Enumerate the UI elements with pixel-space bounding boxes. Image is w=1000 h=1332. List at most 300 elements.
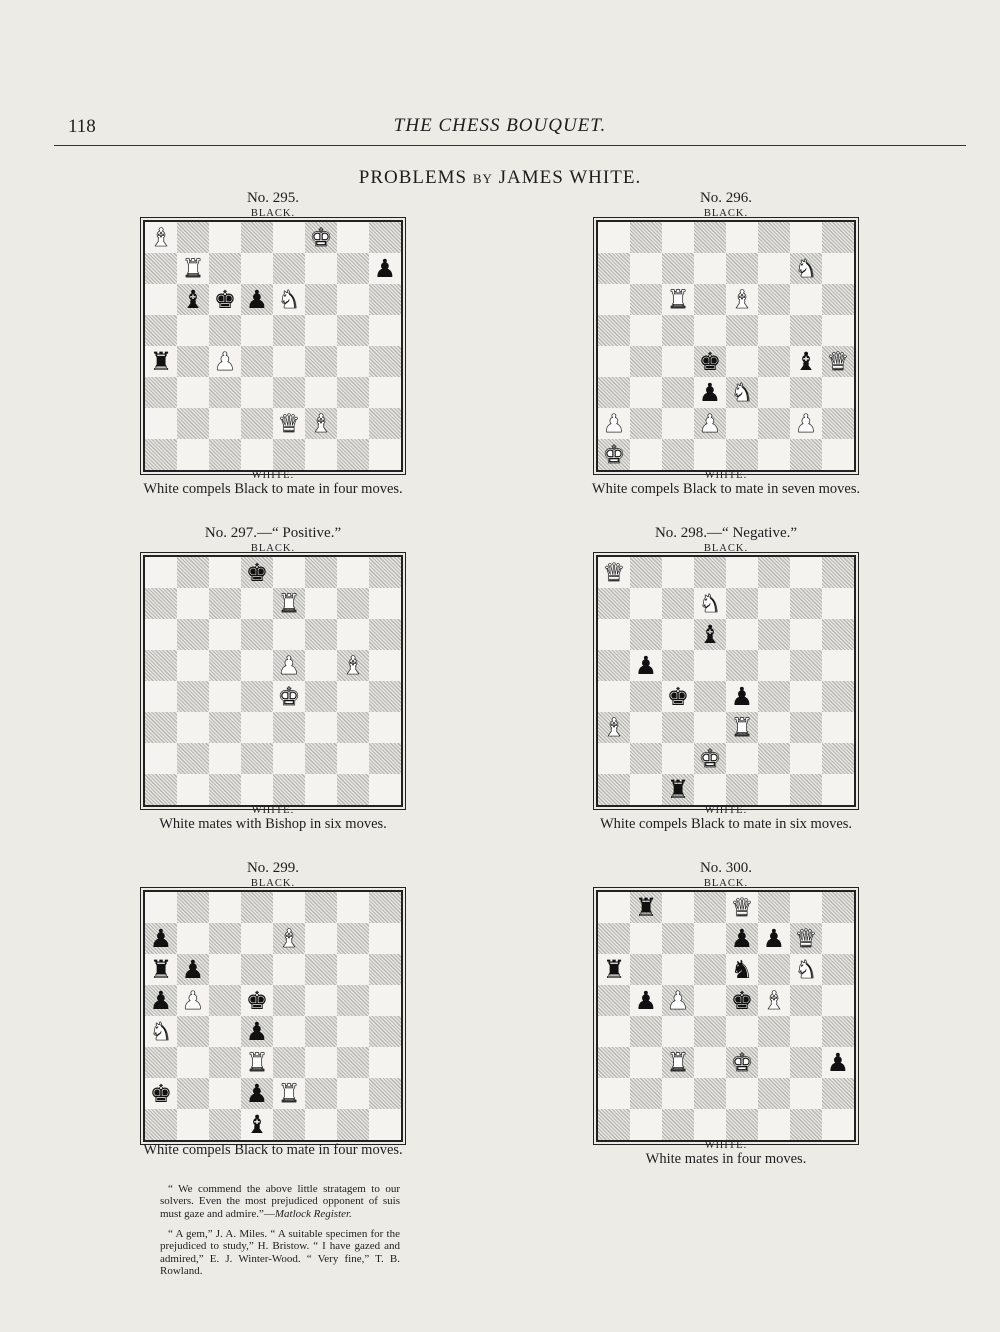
white-queen-icon: ♛: [730, 893, 754, 922]
problem-number: No. 295.: [246, 190, 300, 206]
board-square: [598, 985, 630, 1016]
section-title-part1: PROBLEMS: [358, 167, 473, 188]
white-knight-icon: ♞: [277, 285, 301, 314]
board-square: [694, 315, 726, 346]
white-rook-icon: ♜: [277, 1079, 301, 1108]
board-square: [694, 408, 726, 439]
board-square: [598, 284, 630, 315]
board-square: [694, 588, 726, 619]
board-square: [662, 284, 694, 315]
board-square: [209, 588, 241, 619]
board-square: [145, 439, 177, 470]
black-pawn-icon: ♟: [149, 986, 173, 1015]
board-square: [209, 253, 241, 284]
board-square: [273, 1016, 305, 1047]
board-square: [305, 892, 337, 923]
board-square: [790, 377, 822, 408]
board-square: [694, 1078, 726, 1109]
black-rook-icon: ♜: [149, 347, 173, 376]
board-square: [241, 650, 273, 681]
board-square: [790, 253, 822, 284]
board-square: [630, 681, 662, 712]
board-square: [177, 892, 209, 923]
board-square: [337, 1047, 369, 1078]
board-square: [662, 985, 694, 1016]
board-square: [790, 774, 822, 805]
board-square: [694, 1016, 726, 1047]
board-square: [209, 681, 241, 712]
board-square: [145, 650, 177, 681]
board-square: [209, 619, 241, 650]
board-square: [145, 712, 177, 743]
white-king-icon: ♚: [602, 440, 626, 469]
white-bishop-icon: ♝: [341, 651, 365, 680]
board-square: [177, 1109, 209, 1140]
board-square: [726, 588, 758, 619]
board-square: [630, 650, 662, 681]
board-square: [209, 1109, 241, 1140]
board-square: [305, 315, 337, 346]
board-square: [305, 1109, 337, 1140]
board-square: [726, 619, 758, 650]
black-label: BLACK.: [703, 208, 749, 219]
board-square: [241, 1047, 273, 1078]
board-square: [726, 650, 758, 681]
board-square: [209, 985, 241, 1016]
board-square: [630, 892, 662, 923]
board-square: [630, 557, 662, 588]
problem-number: No. 299.: [246, 860, 300, 876]
board-square: [790, 712, 822, 743]
board-square: [369, 681, 401, 712]
board-square: [630, 619, 662, 650]
board-square: [662, 1047, 694, 1078]
board-square: [337, 346, 369, 377]
board-square: [273, 346, 305, 377]
board-square: [726, 1078, 758, 1109]
stipulation: White compels Black to mate in six moves.: [599, 816, 853, 832]
board-square: [337, 1078, 369, 1109]
board-square: [758, 619, 790, 650]
black-pawn-icon: ♟: [373, 254, 397, 283]
black-pawn-icon: ♟: [730, 682, 754, 711]
board-square: [209, 408, 241, 439]
board-square: [369, 439, 401, 470]
white-pawn-icon: ♟: [794, 409, 818, 438]
board-square: [790, 892, 822, 923]
problem-number: No. 297.—“ Positive.”: [204, 525, 342, 541]
board-square: [273, 253, 305, 284]
board-square: [273, 1047, 305, 1078]
board-square: [758, 315, 790, 346]
white-pawn-icon: ♟: [698, 409, 722, 438]
board-square: [209, 743, 241, 774]
board-square: [305, 284, 337, 315]
board-square: [369, 253, 401, 284]
board-square: [337, 557, 369, 588]
white-knight-icon: ♞: [698, 589, 722, 618]
board-square: [209, 923, 241, 954]
board-square: [662, 557, 694, 588]
board-square: [822, 712, 854, 743]
board-square: [662, 346, 694, 377]
board-square: [758, 588, 790, 619]
board-square: [726, 557, 758, 588]
board-square: [337, 985, 369, 1016]
white-pawn-icon: ♟: [666, 986, 690, 1015]
board-square: [305, 774, 337, 805]
black-label: BLACK.: [250, 878, 296, 889]
white-pawn-icon: ♟: [277, 651, 301, 680]
stipulation: White mates with Bishop in six moves.: [159, 816, 387, 832]
board-square: [369, 774, 401, 805]
board-square: [758, 712, 790, 743]
white-knight-icon: ♞: [149, 1017, 173, 1046]
board-square: [726, 892, 758, 923]
board-square: [598, 222, 630, 253]
black-rook-icon: ♜: [149, 955, 173, 984]
board-square: [726, 712, 758, 743]
board-square: [758, 923, 790, 954]
white-label: WHITE.: [704, 470, 748, 481]
board-square: [177, 557, 209, 588]
board-square: [726, 346, 758, 377]
board-square: [241, 346, 273, 377]
board-square: [758, 222, 790, 253]
board-square: [369, 1109, 401, 1140]
board-square: [630, 923, 662, 954]
white-king-icon: ♚: [277, 682, 301, 711]
board-square: [177, 923, 209, 954]
board-square: [209, 650, 241, 681]
board-square: [369, 315, 401, 346]
board-square: [337, 1109, 369, 1140]
stipulation: White compels Black to mate in four moves.: [143, 1142, 403, 1158]
white-bishop-icon: ♝: [762, 986, 786, 1015]
board-square: [209, 315, 241, 346]
board-square: [822, 557, 854, 588]
board-square: [145, 588, 177, 619]
board-square: [337, 408, 369, 439]
board-square: [337, 284, 369, 315]
section-title-part2: JAMES WHITE.: [492, 167, 642, 188]
board-square: [726, 439, 758, 470]
board-square: [758, 557, 790, 588]
board-square: [790, 1109, 822, 1140]
board-square: [630, 284, 662, 315]
black-king-icon: ♚: [149, 1079, 173, 1108]
board-square: [822, 954, 854, 985]
board-square: [598, 954, 630, 985]
board-square: [241, 892, 273, 923]
board-square: [273, 954, 305, 985]
white-rook-icon: ♜: [245, 1048, 269, 1077]
board-square: [662, 588, 694, 619]
board-square: [630, 1047, 662, 1078]
board-square: [662, 650, 694, 681]
board-square: [177, 743, 209, 774]
board-square: [822, 284, 854, 315]
board-square: [177, 985, 209, 1016]
board-square: [790, 346, 822, 377]
board-square: [273, 681, 305, 712]
board-square: [209, 1078, 241, 1109]
board-square: [726, 774, 758, 805]
board-square: [177, 408, 209, 439]
page-number: 118: [68, 116, 96, 137]
board-square: [758, 1016, 790, 1047]
board-square: [694, 439, 726, 470]
board-square: [758, 743, 790, 774]
board-square: [369, 712, 401, 743]
board-square: [758, 892, 790, 923]
board-square: [630, 774, 662, 805]
board-square: [822, 408, 854, 439]
board-square: [305, 681, 337, 712]
board-square: [177, 315, 209, 346]
quote-source: Matlock Register.: [274, 1207, 352, 1220]
white-queen-icon: ♛: [277, 409, 301, 438]
board-square: [273, 284, 305, 315]
board-square: [209, 712, 241, 743]
board-square: [630, 1078, 662, 1109]
board-square: [177, 681, 209, 712]
board-square: [337, 377, 369, 408]
board-square: [694, 284, 726, 315]
board-square: [145, 222, 177, 253]
black-bishop-icon: ♝: [794, 347, 818, 376]
board-square: [662, 774, 694, 805]
board-square: [758, 650, 790, 681]
board-square: [598, 1047, 630, 1078]
white-label: WHITE.: [251, 470, 295, 481]
board-square: [241, 954, 273, 985]
black-pawn-icon: ♟: [181, 955, 205, 984]
board-square: [758, 377, 790, 408]
board-square: [790, 222, 822, 253]
black-king-icon: ♚: [213, 285, 237, 314]
board-square: [369, 954, 401, 985]
white-queen-icon: ♛: [826, 347, 850, 376]
board-square: [209, 954, 241, 985]
white-king-icon: ♚: [730, 1048, 754, 1077]
black-rook-icon: ♜: [634, 893, 658, 922]
board-square: [630, 1109, 662, 1140]
board-square: [145, 743, 177, 774]
board-square: [145, 1047, 177, 1078]
black-label: BLACK.: [250, 208, 296, 219]
stipulation: White mates in four moves.: [645, 1151, 807, 1167]
board-square: [822, 253, 854, 284]
board-square: [177, 954, 209, 985]
board-square: [369, 923, 401, 954]
board-square: [662, 253, 694, 284]
board-square: [145, 619, 177, 650]
white-knight-icon: ♞: [794, 955, 818, 984]
stipulation: White compels Black to mate in seven moves.: [591, 481, 861, 497]
board-square: [662, 377, 694, 408]
black-king-icon: ♚: [666, 682, 690, 711]
chessboard: [596, 555, 856, 807]
board-square: [337, 954, 369, 985]
board-square: [694, 774, 726, 805]
board-square: [630, 743, 662, 774]
board-square: [694, 557, 726, 588]
board-square: [662, 1078, 694, 1109]
black-pawn-icon: ♟: [245, 285, 269, 314]
black-pawn-icon: ♟: [762, 924, 786, 953]
white-rook-icon: ♜: [666, 285, 690, 314]
white-king-icon: ♚: [309, 223, 333, 252]
board-square: [790, 1078, 822, 1109]
board-square: [598, 1109, 630, 1140]
board-square: [369, 743, 401, 774]
board-square: [273, 315, 305, 346]
board-square: [337, 619, 369, 650]
board-square: [630, 588, 662, 619]
board-square: [790, 1047, 822, 1078]
board-square: [662, 619, 694, 650]
board-square: [209, 439, 241, 470]
board-square: [694, 253, 726, 284]
board-square: [822, 1047, 854, 1078]
board-square: [145, 284, 177, 315]
board-square: [790, 681, 822, 712]
board-square: [726, 253, 758, 284]
board-square: [662, 712, 694, 743]
board-square: [598, 377, 630, 408]
board-square: [694, 222, 726, 253]
board-square: [241, 681, 273, 712]
board-square: [305, 222, 337, 253]
board-square: [598, 1016, 630, 1047]
board-square: [369, 222, 401, 253]
board-square: [822, 985, 854, 1016]
board-square: [726, 1109, 758, 1140]
board-square: [305, 557, 337, 588]
board-square: [630, 408, 662, 439]
black-pawn-icon: ♟: [634, 986, 658, 1015]
board-square: [337, 743, 369, 774]
board-square: [790, 985, 822, 1016]
board-square: [241, 588, 273, 619]
board-square: [145, 253, 177, 284]
board-square: [630, 954, 662, 985]
board-square: [726, 985, 758, 1016]
board-square: [822, 377, 854, 408]
black-label: BLACK.: [703, 543, 749, 554]
white-knight-icon: ♞: [730, 378, 754, 407]
board-square: [822, 619, 854, 650]
board-square: [145, 557, 177, 588]
board-square: [241, 985, 273, 1016]
board-square: [241, 439, 273, 470]
board-square: [305, 588, 337, 619]
board-square: [273, 892, 305, 923]
board-square: [145, 377, 177, 408]
board-square: [273, 557, 305, 588]
board-square: [726, 1016, 758, 1047]
board-square: [598, 681, 630, 712]
board-square: [305, 743, 337, 774]
board-square: [726, 743, 758, 774]
board-square: [273, 588, 305, 619]
board-square: [758, 346, 790, 377]
board-square: [145, 681, 177, 712]
board-square: [177, 1047, 209, 1078]
board-square: [369, 557, 401, 588]
board-square: [145, 346, 177, 377]
board-square: [694, 743, 726, 774]
problem-number: No. 300.: [699, 860, 753, 876]
board-square: [337, 1016, 369, 1047]
board-square: [177, 774, 209, 805]
black-rook-icon: ♜: [602, 955, 626, 984]
board-square: [305, 650, 337, 681]
board-square: [822, 222, 854, 253]
black-king-icon: ♚: [245, 558, 269, 587]
board-square: [177, 222, 209, 253]
board-square: [273, 222, 305, 253]
board-square: [305, 377, 337, 408]
board-square: [790, 619, 822, 650]
white-bishop-icon: ♝: [309, 409, 333, 438]
board-square: [598, 923, 630, 954]
board-square: [662, 315, 694, 346]
white-king-icon: ♚: [698, 744, 722, 773]
board-square: [305, 1047, 337, 1078]
board-square: [305, 346, 337, 377]
board-square: [694, 377, 726, 408]
board-square: [177, 712, 209, 743]
board-square: [177, 439, 209, 470]
board-square: [790, 588, 822, 619]
board-square: [662, 408, 694, 439]
board-square: [337, 681, 369, 712]
board-square: [758, 954, 790, 985]
board-square: [337, 892, 369, 923]
board-square: [662, 222, 694, 253]
board-square: [790, 954, 822, 985]
white-rook-icon: ♜: [277, 589, 301, 618]
board-square: [758, 253, 790, 284]
quote-text: “ We commend the above little stratagem to our solvers. Even the most prejudiced opponent of suis must gaze and admire.”—: [160, 1183, 400, 1220]
board-square: [694, 681, 726, 712]
board-square: [598, 588, 630, 619]
board-square: [630, 346, 662, 377]
board-square: [273, 1109, 305, 1140]
board-square: [630, 712, 662, 743]
black-pawn-icon: ♟: [698, 378, 722, 407]
white-rook-icon: ♜: [666, 1048, 690, 1077]
board-square: [822, 1016, 854, 1047]
board-square: [630, 1016, 662, 1047]
problem-number: No. 296.: [699, 190, 753, 206]
board-square: [758, 681, 790, 712]
board-square: [598, 253, 630, 284]
board-square: [305, 1016, 337, 1047]
board-square: [241, 557, 273, 588]
board-square: [630, 985, 662, 1016]
board-square: [598, 557, 630, 588]
black-label: BLACK.: [250, 543, 296, 554]
board-square: [145, 1109, 177, 1140]
board-square: [305, 954, 337, 985]
board-square: [209, 222, 241, 253]
board-square: [694, 650, 726, 681]
board-square: [598, 619, 630, 650]
white-label: WHITE.: [704, 1140, 748, 1151]
